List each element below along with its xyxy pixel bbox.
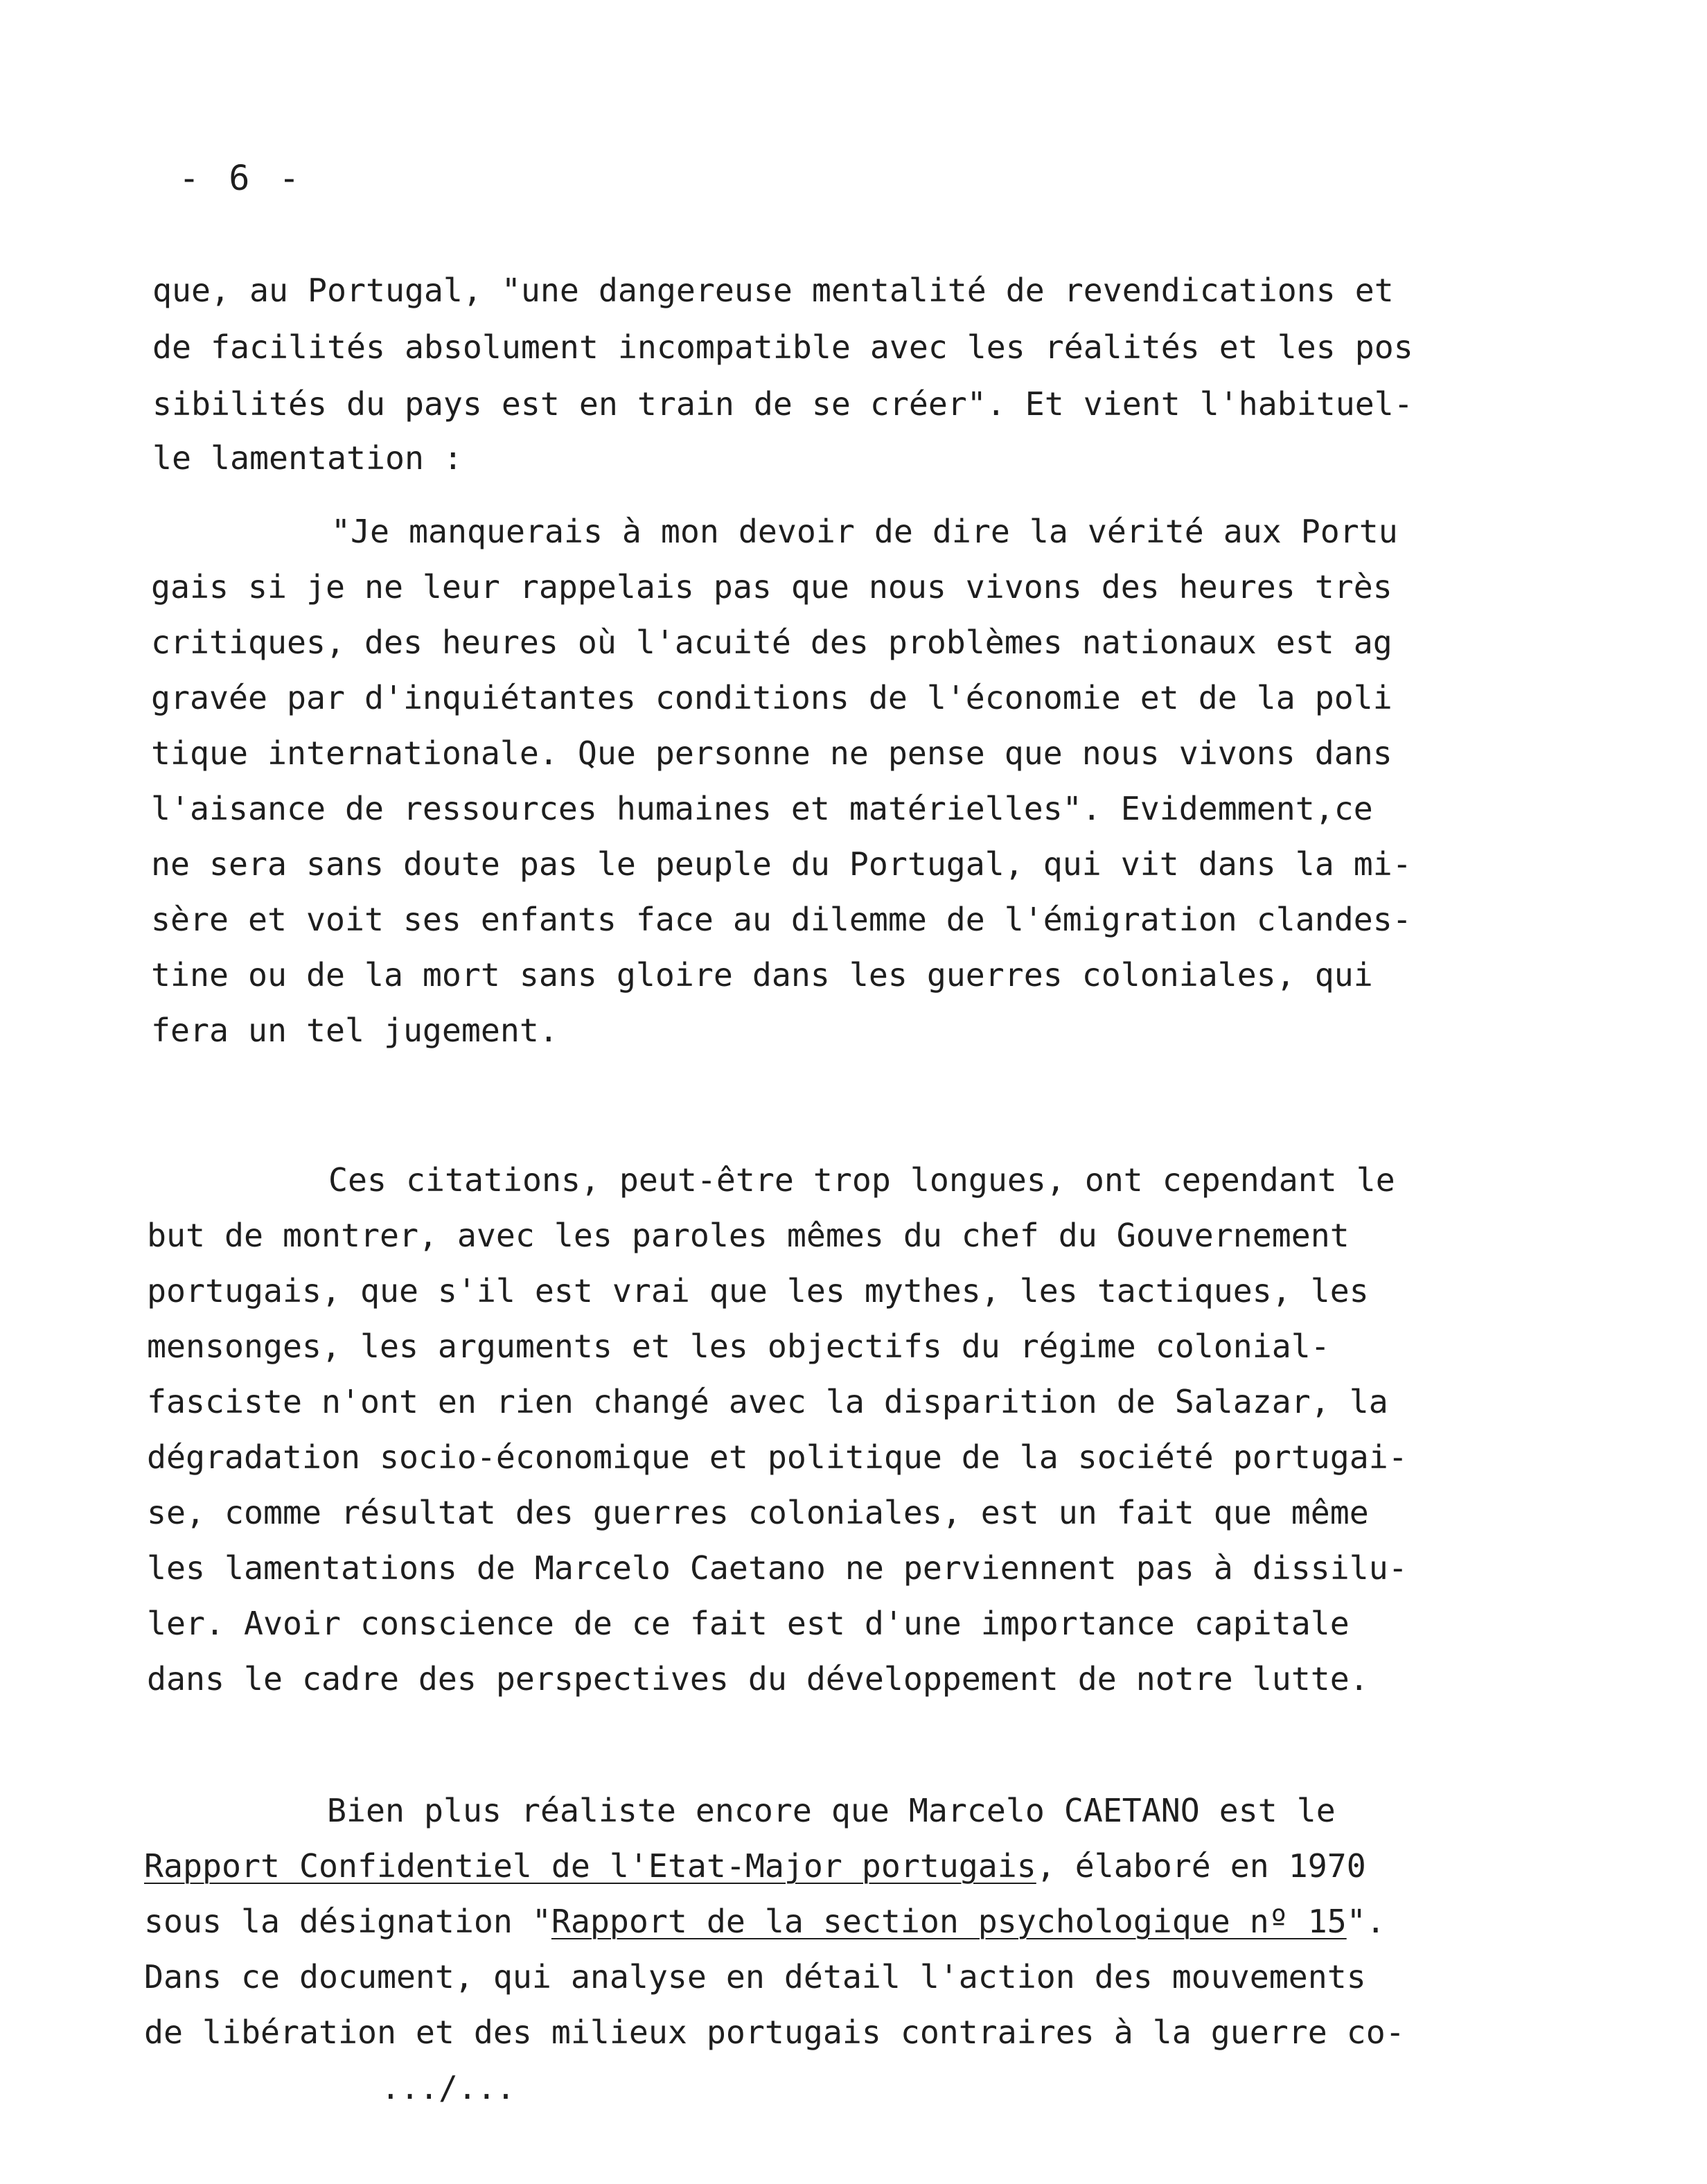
quote-line: ne sera sans doute pas le peuple du Portugal, qui vit dans la mi- <box>151 845 1412 883</box>
continuation-mark: .../... <box>381 2069 515 2106</box>
paragraph-1-line: sibilités du pays est en train de se créer". Et vient l'habituel- <box>152 385 1413 423</box>
paragraph-2-line: Ces citations, peut-être trop longues, ont cependant le <box>328 1161 1395 1199</box>
paragraph-2-line: fasciste n'ont en rien changé avec la disparition de Salazar, la <box>147 1383 1388 1420</box>
paragraph-2-line: portugais, que s'il est vrai que les mythes, les tactiques, les <box>147 1272 1369 1310</box>
paragraph-2-line: dégradation socio-économique et politique de la société portugai- <box>147 1438 1408 1476</box>
quote-line: l'aisance de ressources humaines et matérielles". Evidemment,ce <box>151 790 1373 827</box>
paragraph-2-line: se, comme résultat des guerres coloniales, est un fait que même <box>147 1494 1369 1531</box>
paragraph-2-line: ler. Avoir conscience de ce fait est d'une importance capitale <box>147 1605 1350 1642</box>
report-title-underlined: Rapport Confidentiel de l'Etat-Major portugais <box>144 1847 1036 1885</box>
quote-line: critiques, des heures où l'acuité des problèmes nationaux est ag <box>151 624 1392 661</box>
paragraph-1-line: que, au Portugal, "une dangereuse mentalité de revendications et <box>152 272 1394 309</box>
paragraph-3-text: ". <box>1346 1903 1386 1940</box>
paragraph-3-line <box>144 1905 1386 1938</box>
paragraph-2-line: les lamentations de Marcelo Caetano ne perviennent pas à dissilu- <box>147 1549 1408 1587</box>
paragraph-3-line <box>144 1847 1366 1885</box>
quote-line: "Je manquerais à mon devoir de dire la vérité aux Portu <box>331 513 1398 550</box>
report-designation-underlined: Rapport de la section psychologique nº 15 <box>551 1903 1347 1940</box>
quote-line: tine ou de la mort sans gloire dans les guerres coloniales, qui <box>151 956 1373 994</box>
paragraph-2-line: mensonges, les arguments et les objectifs du régime colonial- <box>147 1328 1330 1365</box>
paragraph-1-line: le lamentation : <box>152 439 463 477</box>
paragraph-2-line: dans le cadre des perspectives du développement de notre lutte. <box>147 1660 1369 1698</box>
paragraph-2-line: but de montrer, avec les paroles mêmes du chef du Gouvernement <box>147 1217 1350 1254</box>
paragraph-3-line: Bien plus réaliste encore que Marcelo CAETANO est le <box>327 1792 1336 1829</box>
paragraph-3-line: de libération et des milieux portugais contraires à la guerre co- <box>144 2014 1405 2051</box>
quote-line: gais si je ne leur rappelais pas que nous vivons des heures très <box>151 568 1392 606</box>
paragraph-3-text: , élaboré en 1970 <box>1036 1847 1366 1885</box>
quote-line: gravée par d'inquiétantes conditions de l'économie et de la poli <box>151 679 1392 716</box>
page-number: - 6 - <box>179 158 304 198</box>
quote-line: tique internationale. Que personne ne pense que nous vivons dans <box>151 734 1392 772</box>
paragraph-3-line: Dans ce document, qui analyse en détail l'action des mouvements <box>144 1958 1366 1996</box>
quote-line: fera un tel jugement. <box>151 1012 558 1049</box>
paragraph-3-text: sous la désignation " <box>144 1903 551 1940</box>
paragraph-1-line: de facilités absolument incompatible avec les réalités et les pos <box>152 328 1413 366</box>
quote-line: sère et voit ses enfants face au dilemme de l'émigration clandes- <box>151 901 1412 938</box>
